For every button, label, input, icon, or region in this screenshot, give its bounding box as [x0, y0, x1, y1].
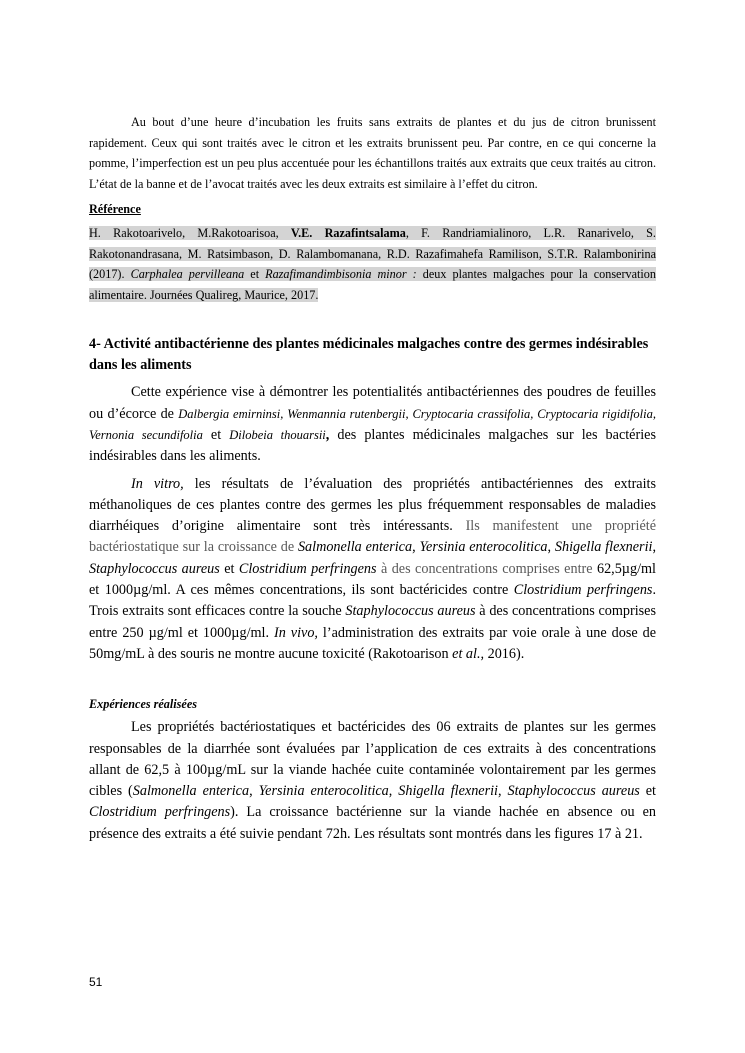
page-number: 51 [89, 975, 103, 989]
reference-heading: Référence [89, 202, 141, 217]
paragraph-in-vitro-results: In vitro, les résultats de l’évaluation des propriétés antibactériennes des extraits méthanoliques de ces plantes contre des germes les plus fréquemment responsables de maladies diarrhéiques d’origine alimentaire sont très intéressants. Ils manifestent une propriété bactériostatique sur la croissance de Salmonella enterica, Yersinia enterocolitica, Shigella flexnerii, Staphylococcus aureus et Clostridium perfringens à des concentrations comprises entre 62,5µg/ml et 1000µg/ml. A ces mêmes concentrations, ils sont bactéricides contre Clostridium perfringens. Trois extraits sont efficaces contre la souche Staphylococcus aureus à des concentrations comprises entre 250 µg/ml et 1000µg/ml. In vivo, l’administration des extraits par voie orale à une dose de 50mg/mL à des souris ne montre aucune toxicité (Rakotoarison et al., 2016). [89, 475, 657, 662]
paragraph-fruit-browning: Au bout d’une heure d’incubation les fruits sans extraits de plantes et du jus de citron brunissent rapidement. Ceux qui sont traités avec le citron et les extraits brunissent peu. Par contre, en ce qui concerne la pomme, l’imperfection est un peu plus accentuée pour les échantillons traités aux extraits que ceux traités au citron. L’état de la banne et de l’avocat traités avec les deux extraits est similaire à l’effet du citron. [89, 115, 656, 191]
section-heading-antibacterial: 4- Activité antibactérienne des plantes médicinales malgaches contre des germes indésirables dans les aliments [89, 336, 649, 374]
paragraph-experiences: Les propriétés bactériostatiques et bactéricides des 06 extraits de plantes sur les germes responsables de la diarrhée sont évaluées par l’application de ces extraits à des concentrations allant de 62,5 à 100µg/mL sur la viande hachée cuite contaminée volontairement par les germes cibles (Salmonella enterica, Yersinia enterocolitica, Shigella flexnerii, Staphylococcus aureus et Clostridium perfringens). La croissance bactérienne sur la viande hachée en absence ou en présence des extraits a été suivie pendant 72h. Les résultats sont montrés dans les figures 17 à 21. [89, 719, 657, 842]
paragraph-experiment-aim: Cette expérience vise à démontrer les potentialités antibactériennes des poudres de feuilles ou d’écorce de Dalbergia emirninsi, Wenmannia rutenbergii, Cryptocaria crassifolia, Cryptocaria rigidifolia, Vernonia secundifolia et Dilobeia thouarsii, des plantes médicinales malgaches sur les bactéries indésirables dans les aliments. [89, 384, 656, 465]
subsection-heading-experiences: Expériences réalisées [89, 697, 197, 712]
reference-citation: H. Rakotoarivelo, M.Rakotoarisoa, V.E. Razafintsalama, F. Randriamialinoro, L.R. Ranarivelo, S. Rakotonandrasana, M. Ratsimbason, D. Ralambomanana, R.D. Razafimahefa Ramilison, S.T.R. Ralambonirina (2017). Carphalea pervilleana et Razafimandimbisonia minor : deux plantes malgaches pour la conservation alimentaire. Journées Qualireg, Maurice, 2017. [89, 226, 656, 302]
document-body [89, 112, 656, 845]
